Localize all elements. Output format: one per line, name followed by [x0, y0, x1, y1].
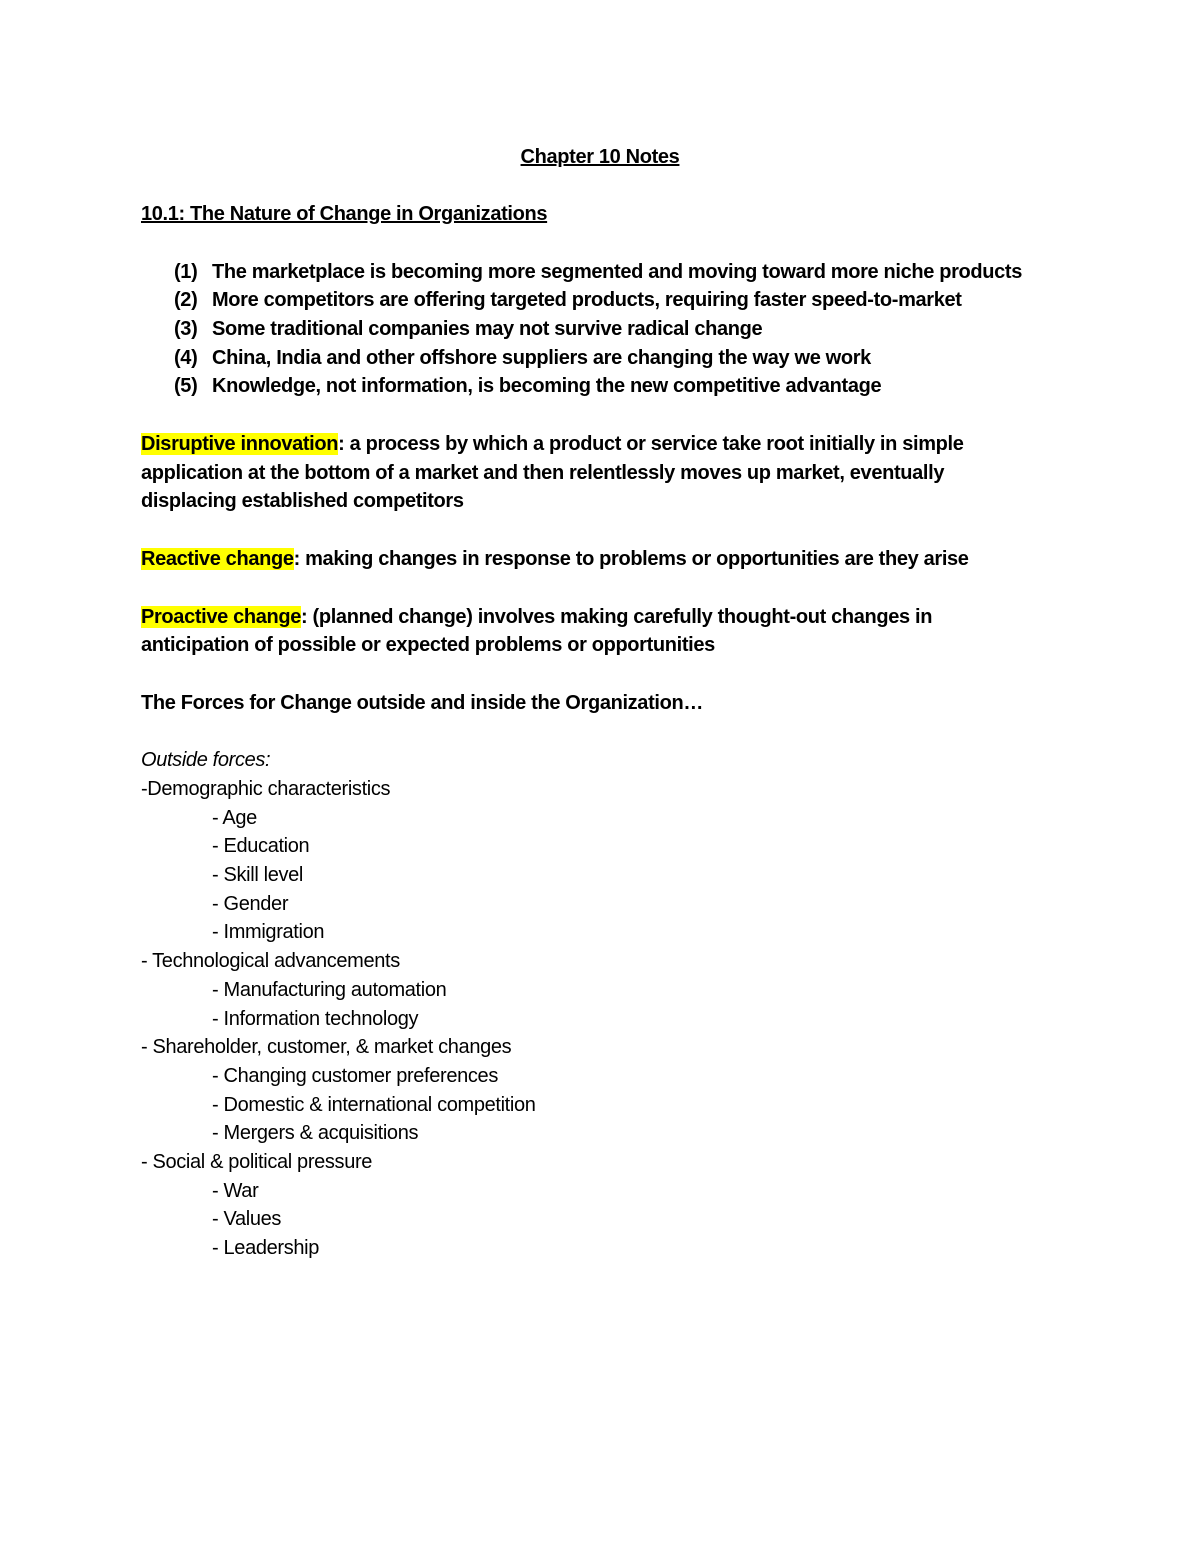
definition-text: : making changes in response to problems or opportunities are they arise: [293, 548, 969, 570]
definition-text: : (planned change) involves making carefully thought-out changes in: [301, 606, 933, 628]
list-number: (5): [174, 375, 198, 397]
definition-text: anticipation of possible or expected problems or opportunities: [141, 634, 715, 656]
outside-forces-label: Outside forces:: [141, 749, 271, 771]
definition-disruptive: [141, 430, 963, 458]
list-text: More competitors are offering targeted products, requiring faster speed-to-market: [212, 289, 962, 311]
force-item: - Changing customer preferences: [212, 1065, 498, 1087]
highlighted-term: Proactive change: [141, 606, 302, 628]
definition-proactive: [141, 603, 932, 631]
force-category: - Technological advancements: [141, 950, 400, 972]
list-text: Some traditional companies may not survive radical change: [212, 318, 763, 340]
definition-text: displacing established competitors: [141, 490, 464, 512]
section-heading: 10.1: The Nature of Change in Organizations: [141, 203, 548, 225]
list-item: [174, 258, 1022, 286]
list-number: (1): [174, 261, 198, 283]
list-text: China, India and other offshore suppliers are changing the way we work: [212, 347, 871, 369]
list-text: Knowledge, not information, is becoming the new competitive advantage: [212, 375, 882, 397]
list-number: (2): [174, 289, 198, 311]
force-item: - Leadership: [212, 1237, 319, 1259]
definition-reactive: [141, 545, 969, 573]
highlighted-term: Disruptive innovation: [141, 433, 339, 455]
force-item: - Age: [212, 807, 257, 829]
list-number: (4): [174, 347, 198, 369]
force-item: - Information technology: [212, 1008, 419, 1030]
forces-heading: The Forces for Change outside and inside the Organization…: [141, 692, 703, 714]
highlighted-term: Reactive change: [141, 548, 294, 570]
list-item: [174, 344, 871, 372]
force-item: - Values: [212, 1208, 282, 1230]
definition-text: application at the bottom of a market and then relentlessly moves up market, eventually: [141, 462, 945, 484]
list-item: [174, 372, 881, 400]
force-item: - Domestic & international competition: [212, 1094, 536, 1116]
list-text: The marketplace is becoming more segmented and moving toward more niche products: [212, 261, 1022, 283]
force-item: - Mergers & acquisitions: [212, 1122, 419, 1144]
list-item: [174, 286, 962, 314]
force-item: - Skill level: [212, 864, 304, 886]
page-title: Chapter 10 Notes: [520, 146, 680, 168]
force-category: -Demographic characteristics: [141, 778, 391, 800]
force-item: - Manufacturing automation: [212, 979, 447, 1001]
force-item: - War: [212, 1180, 259, 1202]
force-category: - Shareholder, customer, & market changes: [141, 1036, 512, 1058]
definition-text: : a process by which a product or service take root initially in simple: [338, 433, 964, 455]
list-item: [174, 315, 762, 343]
force-item: - Immigration: [212, 921, 325, 943]
force-item: - Education: [212, 835, 310, 857]
force-item: - Gender: [212, 893, 289, 915]
list-number: (3): [174, 318, 198, 340]
force-category: - Social & political pressure: [141, 1151, 373, 1173]
